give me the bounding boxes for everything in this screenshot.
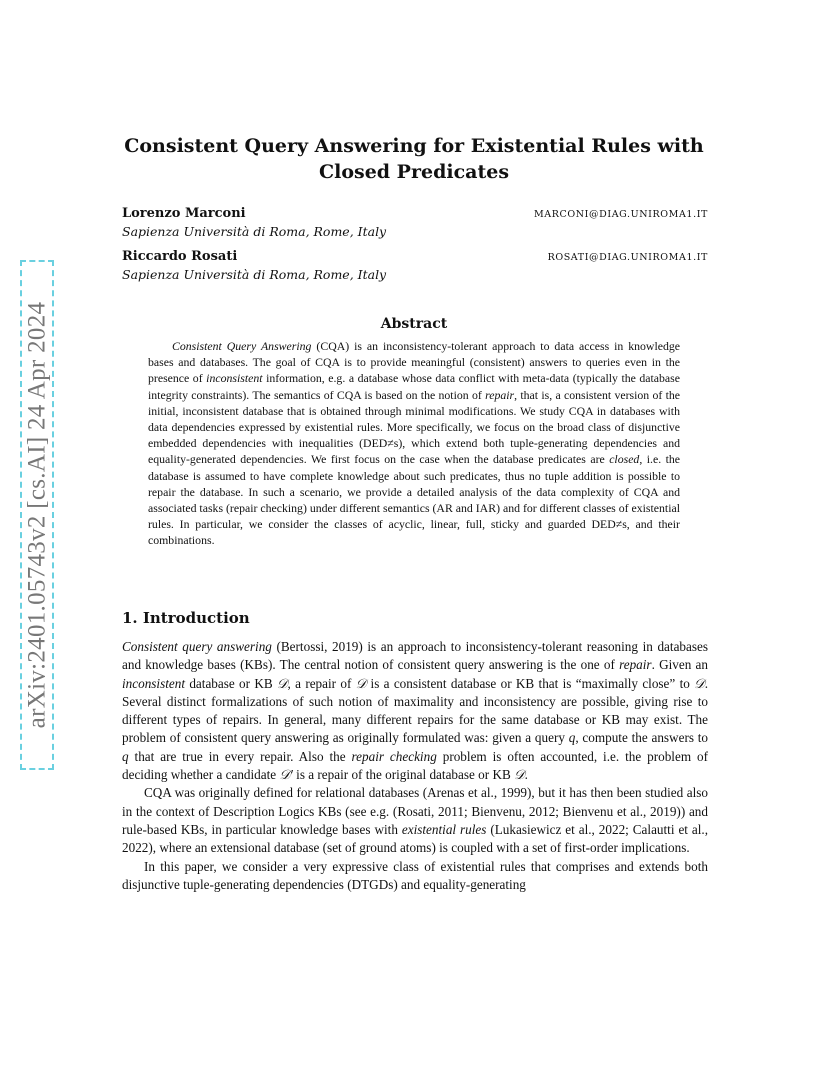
emphasis-text: closed (609, 452, 640, 467)
text-run: information, e.g. a database whose data conflict with meta-data (typically the database integrity constraints). The semantics of CQA is based on the notion of (148, 371, 680, 402)
text-run: is a repair of the original database or KB (292, 767, 515, 783)
emphasis-text: 𝒟 (514, 767, 525, 783)
arxiv-identifier: arXiv:2401.05743v2 [cs.AI] 24 Apr 2024 (23, 301, 50, 729)
body-paragraph (122, 784, 708, 857)
emphasis-text: 𝒟′ (279, 767, 293, 783)
author-affiliation: Sapienza Università di Roma, Rome, Italy (122, 224, 387, 239)
abstract-heading: Abstract (380, 316, 448, 332)
emphasis-text: repair (485, 387, 515, 402)
text-run: (Lukasiewicz et al., 2022; Calautti et al., 2022), where an extensional database (set of ground atoms) is coupled with a set of first-order implications. (122, 821, 709, 856)
text-run: . (524, 767, 528, 783)
body-paragraph (122, 858, 708, 895)
body-paragraph (122, 638, 708, 784)
text-run: , compute the answers to (575, 730, 708, 746)
author-name: Riccardo Rosati (122, 249, 238, 264)
introduction-text (122, 638, 708, 894)
text-run: In this paper, we consider a very expressive class of existential rules that comprises and extends both disjunctive tuple-generating dependencies (DTGDs) and equality-generating (122, 858, 708, 892)
emphasis-text: inconsistent (206, 371, 263, 386)
author-email: ROSATI@DIAG.UNIROMA1.IT (547, 252, 708, 263)
author-name: Lorenzo Marconi (122, 206, 246, 221)
abstract-paragraph (148, 338, 680, 549)
author-2 (122, 249, 708, 282)
text-run: that are true in every repair. Also the (128, 748, 352, 764)
text-run: problem is often accounted, i.e. the problem of deciding whether a candidate (122, 748, 708, 783)
text-run: is a consistent database or KB that is “maximally close” to (366, 675, 695, 691)
text-run: , i.e. the database is assumed to have complete knowledge about such predicates, thus no tuple addition is possible to repair the database. In such a scenario, we provide a detailed analysis of the data complexity of CQA and associated tasks (repair checking) under different semantics (AR and IAR) and for different classes of existential rules. In particular, we consider the classes of acyclic, linear, full, sticky and guarded DED≠s, and their combinations. (148, 452, 681, 548)
emphasis-text: repair checking (351, 748, 437, 764)
author-1 (122, 206, 708, 239)
text-run: , that is, a consistent version of the initial, inconsistent database that is obtained through minimal modifications. We study CQA in databases with data dependencies expressed by existential rules. More specifically, we focus on the broad class of disjunctive embedded dependencies with inequalities (DED≠s), which extend both tuple-generating dependencies and equality-generated dependencies. We first focus on the case when the database predicates are (148, 387, 680, 467)
text-run: CQA was originally defined for relational databases (Arenas et al., 1999), but it has then been studied also in the context of Description Logics KBs (see e.g. (Rosati, 2011; Bienvenu, 2012; Bienvenu et al., 2019)) and rule-based KBs, in particular knowledge bases with (122, 785, 708, 837)
emphasis-text: 𝒟 (277, 675, 288, 691)
text-run: database or KB (185, 675, 277, 691)
text-run: . Several distinct formalizations of such notion of maximality and inconsistency are possible, giving rise to different types of repairs. In general, many different repairs for the same database or KB may exist. The problem of consistent query answering as originally formulated was: given a query (122, 675, 708, 746)
emphasis-text: q (568, 730, 576, 746)
paper-title: Consistent Query Answering for Existential Rules with Closed Predicates (124, 135, 704, 183)
text-run: , a repair of (287, 675, 356, 691)
emphasis-text: existential rules (401, 821, 487, 837)
emphasis-text: inconsistent (122, 675, 186, 691)
author-affiliation: Sapienza Università di Roma, Rome, Italy (122, 267, 387, 282)
text-run: . Given an (651, 657, 708, 673)
emphasis-text: q (122, 748, 129, 764)
abstract-text (148, 338, 680, 549)
text-run: (CQA) is an inconsistency-tolerant approach to data access in knowledge bases and databases. The goal of CQA is to provide meaningful (consistent) answers to queries even in the presence of (148, 339, 680, 386)
text-run: (Bertossi, 2019) is an approach to inconsistency-tolerant reasoning in databases and knowledge bases (KBs). The central notion of consistent query answering is the one of (122, 639, 708, 673)
emphasis-text: Consistent Query Answering (172, 339, 312, 353)
emphasis-text: 𝒟 (694, 675, 705, 691)
section-heading: 1. Introduction (122, 609, 250, 627)
emphasis-text: 𝒟 (355, 675, 367, 691)
emphasis-text: Consistent query answering (122, 639, 272, 654)
arxiv-stamp (20, 260, 54, 770)
author-email: MARCONI@DIAG.UNIROMA1.IT (533, 209, 708, 220)
emphasis-text: repair (619, 657, 652, 673)
